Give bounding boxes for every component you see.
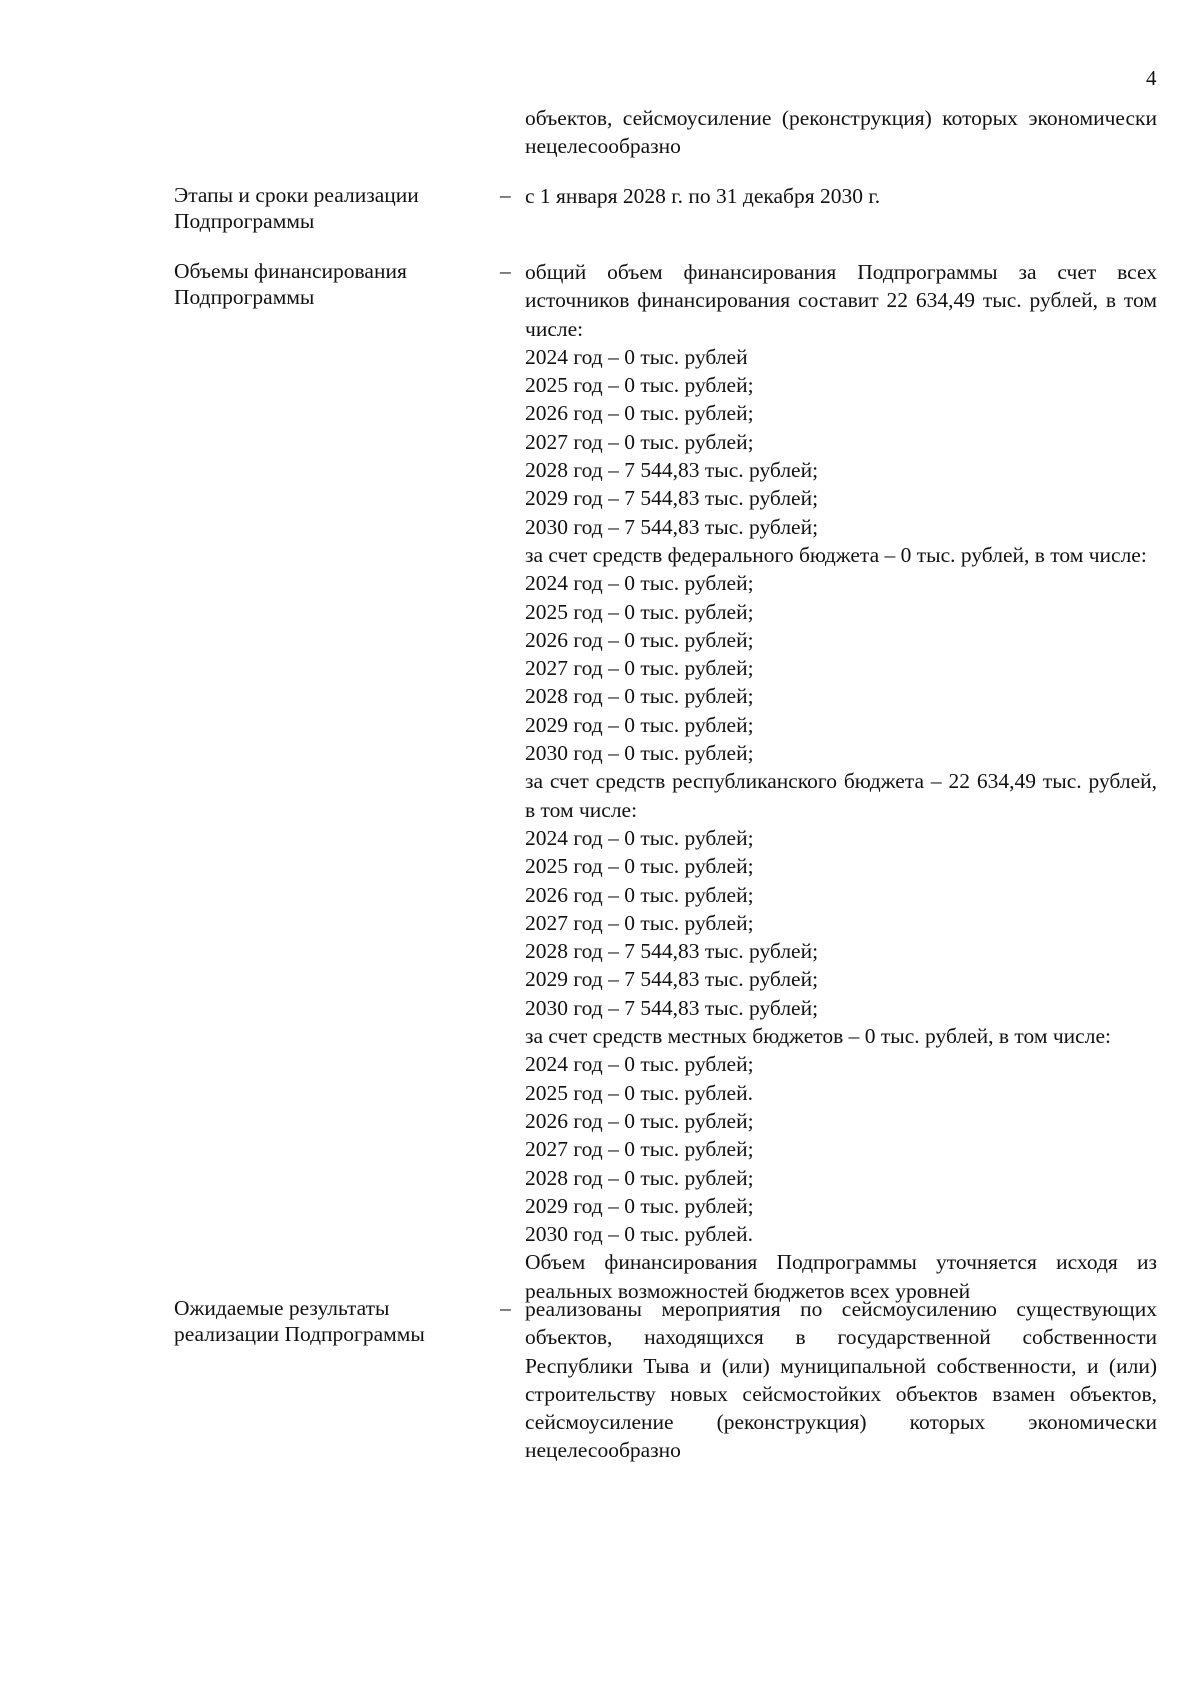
year-line: 2024 год – 0 тыс. рублей;	[525, 1052, 754, 1077]
results-label: Ожидаемые результаты реализации Подпрограммы	[174, 1296, 425, 1346]
year-line: 2025 год – 0 тыс. рублей;	[525, 373, 754, 398]
year-line: 2026 год – 0 тыс. рублей;	[525, 1108, 754, 1133]
financing-local-years	[525, 1050, 1157, 1248]
year-line: 2027 год – 0 тыс. рублей;	[525, 656, 754, 681]
financing-dash: –	[500, 259, 511, 283]
year-line: 2027 год – 0 тыс. рублей;	[525, 429, 754, 454]
financing-note: Объем финансирования Подпрограммы уточняется исходя из реальных возможностей бюджетов всех уровней	[525, 1250, 1157, 1303]
year-line: 2029 год – 0 тыс. рублей;	[525, 712, 754, 737]
financing-federal-intro: за счет средств федерального бюджета – 0 тыс. рублей, в том числе:	[525, 542, 1147, 567]
financing-republic-years	[525, 824, 1157, 1022]
year-line: 2028 год – 0 тыс. рублей;	[525, 684, 754, 709]
financing-republic-intro: за счет средств республиканского бюджета – 22 634,49 тыс. рублей, в том числе:	[525, 769, 1157, 822]
year-line: 2028 год – 0 тыс. рублей;	[525, 1165, 754, 1190]
financing-total-years	[525, 343, 1157, 541]
stages-text: с 1 января 2028 г. по 31 декабря 2030 г.	[525, 184, 881, 208]
year-line: 2024 год – 0 тыс. рублей;	[525, 571, 754, 596]
financing-label: Объемы финансирования Подпрограммы	[174, 259, 407, 309]
year-line: 2024 год – 0 тыс. рублей	[525, 344, 748, 369]
year-line: 2025 год – 0 тыс. рублей.	[525, 1080, 753, 1105]
year-line: 2030 год – 0 тыс. рублей;	[525, 741, 754, 766]
continuation-paragraph: объектов, сейсмоусиление (реконструкция) которых экономически нецелесообразно	[525, 106, 1157, 159]
financing-total-intro: общий объем финансирования Подпрограммы за счет всех источников финансирования составит 22 634,49 тыс. рублей, в том числе:	[525, 260, 1157, 341]
results-content	[525, 1295, 1157, 1465]
year-line: 2027 год – 0 тыс. рублей;	[525, 910, 754, 935]
year-line: 2026 год – 0 тыс. рублей;	[525, 401, 754, 426]
year-line: 2029 год – 0 тыс. рублей;	[525, 1193, 754, 1218]
stages-label: Этапы и сроки реализации Подпрограммы	[174, 183, 419, 233]
year-line: 2028 год – 7 544,83 тыс. рублей;	[525, 458, 819, 483]
year-line: 2029 год – 7 544,83 тыс. рублей;	[525, 486, 819, 511]
year-line: 2030 год – 7 544,83 тыс. рублей;	[525, 995, 819, 1020]
year-line: 2029 год – 7 544,83 тыс. рублей;	[525, 967, 819, 992]
continuation-text	[525, 104, 1157, 161]
financing-content	[525, 258, 1157, 1305]
year-line: 2030 год – 7 544,83 тыс. рублей;	[525, 514, 819, 539]
year-line: 2025 год – 0 тыс. рублей;	[525, 599, 754, 624]
year-line: 2026 год – 0 тыс. рублей;	[525, 882, 754, 907]
stages-dash: –	[500, 183, 511, 207]
year-line: 2030 год – 0 тыс. рублей.	[525, 1222, 753, 1247]
year-line: 2024 год – 0 тыс. рублей;	[525, 825, 754, 850]
page-number: 4	[1146, 66, 1157, 90]
year-line: 2027 год – 0 тыс. рублей;	[525, 1137, 754, 1162]
financing-local-intro: за счет средств местных бюджетов – 0 тыс. рублей, в том числе:	[525, 1024, 1111, 1049]
results-text: реализованы мероприятия по сейсмоусилению существующих объектов, находящихся в государственной собственности Республики Тыва и (или) муниципальной собственности, и (или) строительству новых сейсмостойких объектов взамен объектов, сейсмоусиление (реконструкция) которых экономически нецелесообразно	[525, 1297, 1157, 1463]
stages-content	[525, 182, 1157, 210]
results-dash: –	[500, 1296, 511, 1320]
year-line: 2025 год – 0 тыс. рублей;	[525, 854, 754, 879]
year-line: 2028 год – 7 544,83 тыс. рублей;	[525, 939, 819, 964]
year-line: 2026 год – 0 тыс. рублей;	[525, 627, 754, 652]
financing-federal-years	[525, 569, 1157, 767]
